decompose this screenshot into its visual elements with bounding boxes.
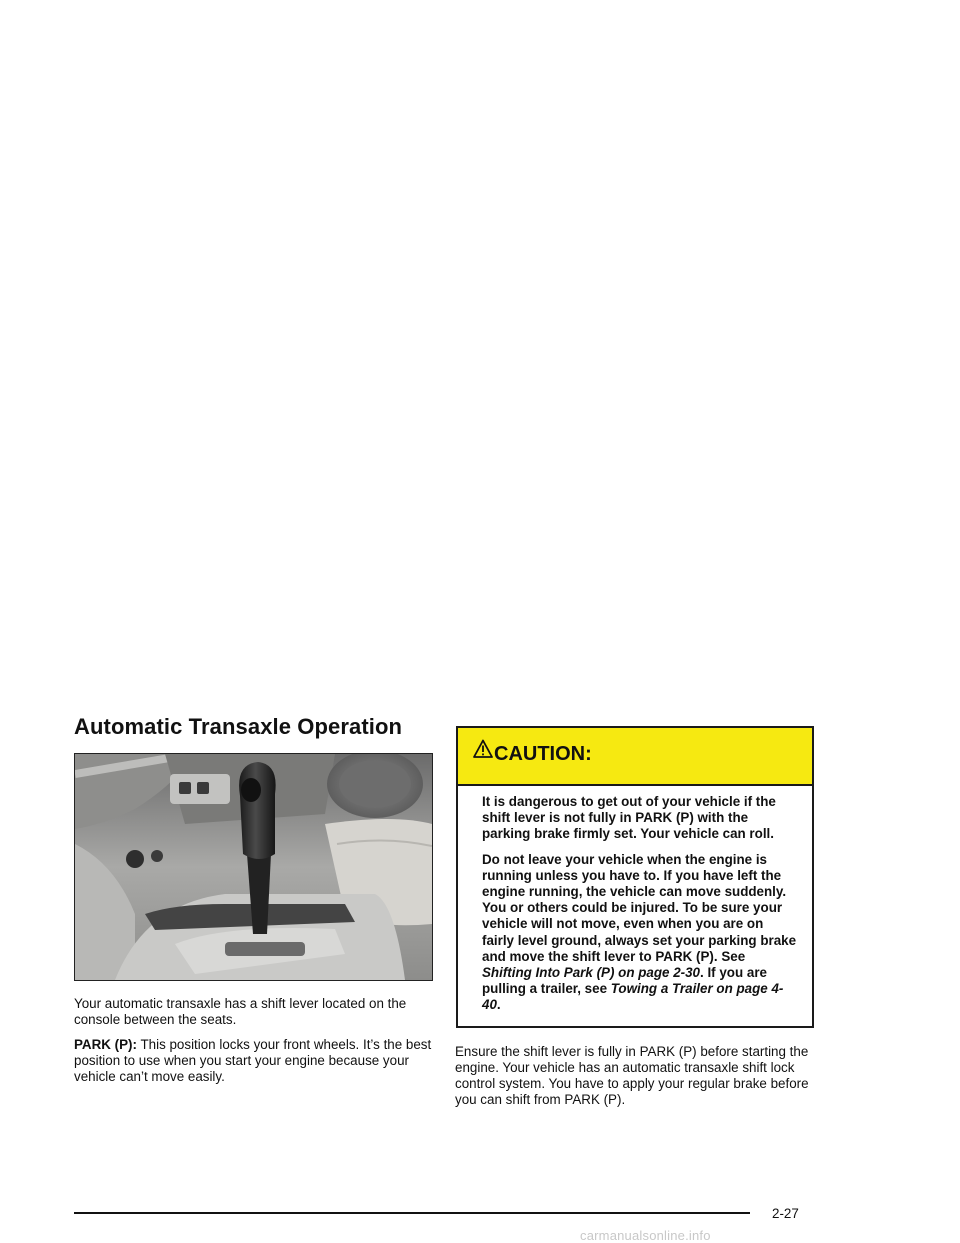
- caution-text-end: .: [496, 997, 501, 1013]
- park-paragraph: [74, 1037, 436, 1085]
- warning-triangle-icon: [473, 739, 493, 759]
- caution-paragraph-2: [482, 852, 798, 1014]
- intro-paragraph: Your automatic transaxle has a shift lever located on the console between the seats.: [74, 996, 407, 1027]
- watermark: carmanualsonline.info: [580, 1228, 711, 1243]
- caution-body: [458, 786, 812, 1014]
- caution-title: CAUTION:: [494, 743, 592, 765]
- section-heading: Automatic Transaxle Operation: [74, 714, 403, 739]
- page-number: 2-27: [772, 1206, 799, 1221]
- shift-lock-paragraph: Ensure the shift lever is fully in PARK (P) before starting the engine. Your vehicle has an automatic transaxle shift lock control system. You have to apply your regular brake before you can shift from PARK (P).: [455, 1044, 809, 1107]
- caution-text-mid: . If you are pulling a trailer, see: [482, 965, 767, 997]
- caution-text-start: Do not leave your vehicle when the engine is running unless you have to. If you have left the engine running, the vehicle can move suddenly. You or others could be injured. To be sure your vehicle will not move, even when you are on fairly level ground, always set your parking brake and move the shift lever to PARK (P). See: [482, 851, 797, 964]
- footer-rule: [74, 1212, 750, 1214]
- shift-lever-photo: [74, 753, 433, 981]
- park-term: PARK (P):: [74, 1037, 137, 1052]
- park-description: This position locks your front wheels. It’s the best position to use when you start your engine because your vehicle can’t move easily.: [74, 1037, 432, 1084]
- caution-header: [458, 728, 812, 786]
- caution-box: [456, 726, 814, 1028]
- towing-trailer-reference: Towing a Trailer on page 4-40: [482, 981, 784, 1013]
- shifting-into-park-reference: Shifting Into Park (P) on page 2-30: [482, 965, 700, 981]
- caution-paragraph-1: It is dangerous to get out of your vehicle if the shift lever is not fully in PARK (P) with the parking brake firmly set. Your vehicle can roll.: [482, 794, 776, 842]
